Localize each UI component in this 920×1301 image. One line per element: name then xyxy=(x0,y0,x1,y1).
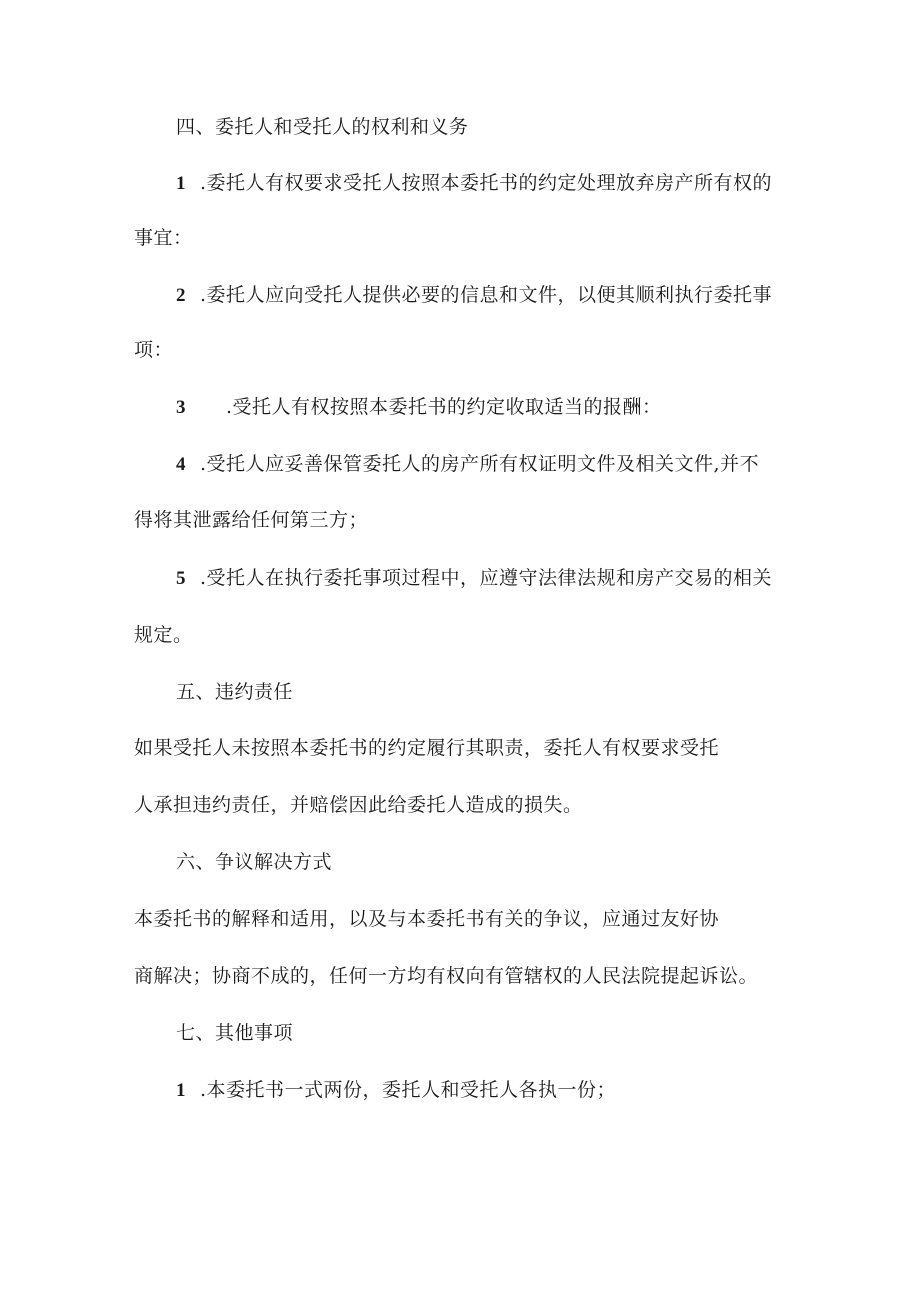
item-number: 1 xyxy=(176,173,186,194)
item-number: 4 xyxy=(176,454,186,475)
paragraph-line: 人承担违约责任，并赔偿因此给委托人造成的损失。 xyxy=(134,794,583,816)
item-text: .受托人应妥善保管委托人的房产所有权证明文件及相关文件,并不 xyxy=(200,453,760,475)
list-item-2-continuation: 项： xyxy=(134,339,174,361)
item-text: .委托人有权要求受托人按照本委托书的约定处理放弃房产所有权的 xyxy=(200,172,773,194)
section-heading-dispute-resolution: 六、争议解决方式 xyxy=(176,851,333,873)
item-number: 3 xyxy=(176,397,186,418)
item-text: .受托人有权按照本委托书的约定收取适当的报酬： xyxy=(226,396,662,418)
list-item-5 xyxy=(176,566,772,591)
list-item-1 xyxy=(176,171,772,196)
item-text: .委托人应向受托人提供必要的信息和文件，以便其顺利执行委托事 xyxy=(200,284,773,306)
item-number: 2 xyxy=(176,285,186,306)
list-item-2 xyxy=(176,283,772,308)
item-number: 5 xyxy=(176,568,186,589)
paragraph-line: 本委托书的解释和适用，以及与本委托书有关的争议，应通过友好协 xyxy=(134,908,720,930)
section-heading-rights-obligations: 四、委托人和受托人的权利和义务 xyxy=(176,116,469,138)
list-item-1 xyxy=(176,1078,616,1103)
paragraph-line: 商解决；协商不成的，任何一方均有权向有管辖权的人民法院提起诉讼。 xyxy=(134,965,759,987)
item-text: .受托人在执行委托事项过程中，应遵守法律法规和房产交易的相关 xyxy=(200,567,773,589)
item-number: 1 xyxy=(176,1080,186,1101)
list-item-3 xyxy=(176,395,662,420)
list-item-5-continuation: 规定。 xyxy=(134,624,193,646)
section-heading-breach-liability: 五、违约责任 xyxy=(176,681,294,703)
list-item-4 xyxy=(176,452,759,477)
item-text: .本委托书一式两份，委托人和受托人各执一份； xyxy=(200,1079,617,1101)
list-item-1-continuation: 事宜： xyxy=(134,227,193,249)
paragraph-line: 如果受托人未按照本委托书的约定履行其职责，委托人有权要求受托 xyxy=(134,737,720,759)
list-item-4-continuation: 得将其泄露给任何第三方； xyxy=(134,509,369,531)
section-heading-other-matters: 七、其他事项 xyxy=(176,1022,294,1044)
